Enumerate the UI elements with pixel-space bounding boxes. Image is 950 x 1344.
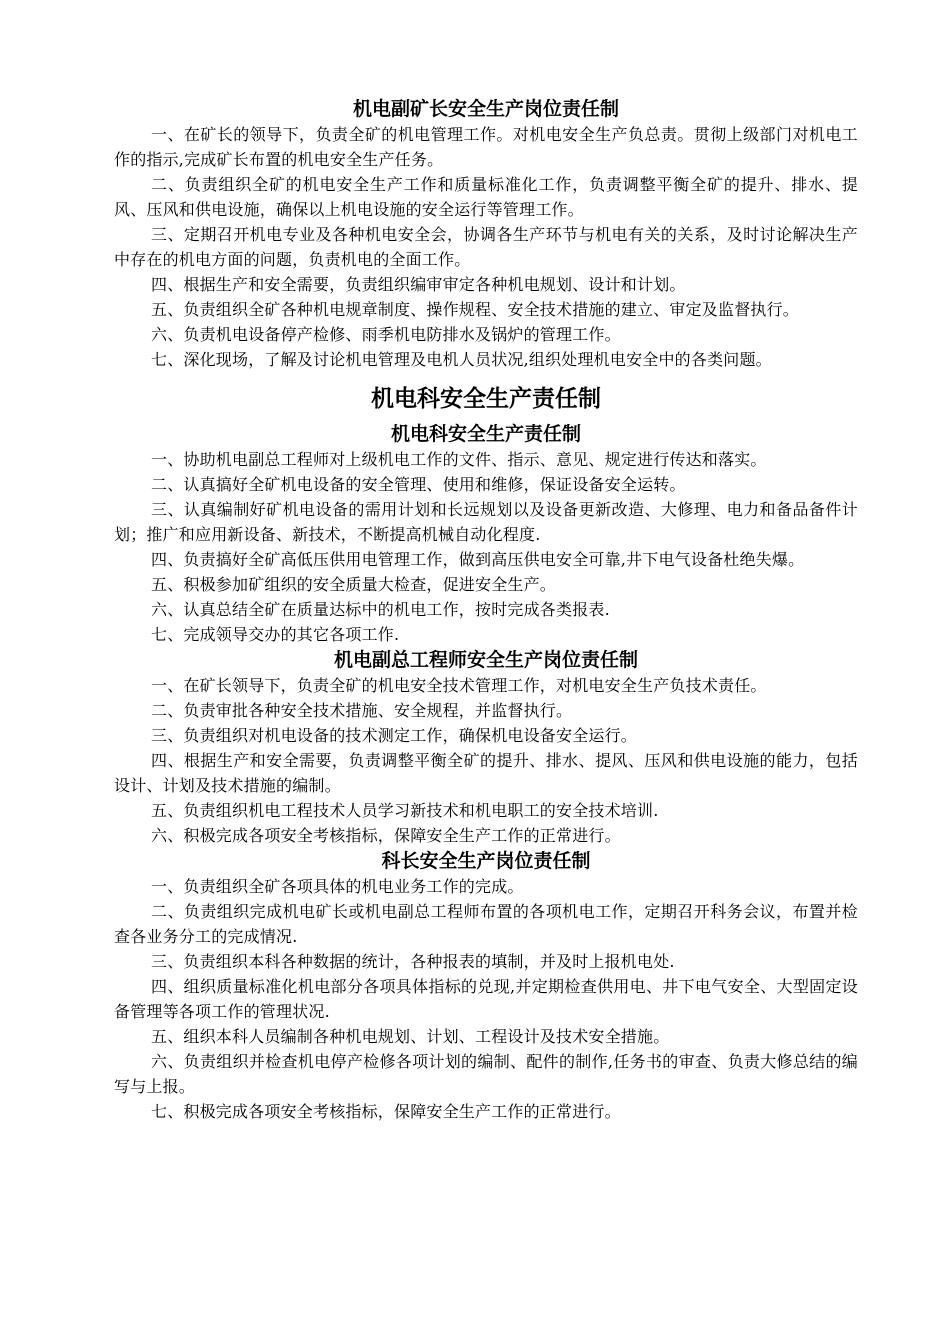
- paragraph: 三、负责组织对机电设备的技术测定工作，确保机电设备安全运行。: [151, 726, 638, 745]
- paragraph: 二、负责审批各种安全技术措施、安全规程，并监督执行。: [151, 701, 573, 720]
- paragraph: 一、在矿长的领导下，负责全矿的机电管理工作。对机电安全生产负总责。贯彻上级部门对机电工作的指示,完成矿长布置的机电安全生产任务。: [114, 125, 858, 169]
- paragraph: 六、负责机电设备停产检修、雨季机电防排水及锅炉的管理工作。: [151, 325, 621, 344]
- paragraph: 三、负责组织本科各种数据的统计，各种报表的填制，并及时上报机电处.: [151, 952, 675, 971]
- section-deputy-chief-engineer: [114, 647, 858, 848]
- paragraph: 一、负责组织全矿各项具体的机电业务工作的完成。: [151, 877, 524, 896]
- paragraph: 四、根据生产和安全需要，负责组织编审审定各种机电规划、设计和计划。: [151, 275, 686, 294]
- section-title: 机电副总工程师安全生产岗位责任制: [333, 649, 638, 671]
- paragraph: 五、负责组织机电工程技术人员学习新技术和机电职工的安全技术培训.: [151, 801, 659, 820]
- paragraph: 三、定期召开机电专业及各种机电安全会，协调各生产环节与机电有关的关系，及时讨论解决生产中存在的机电方面的问题，负责机电的全面工作。: [114, 225, 858, 269]
- paragraph: 五、组织本科人员编制各种机电规划、计划、工程设计及技术安全措施。: [151, 1027, 670, 1046]
- section-title: 科长安全生产岗位责任制: [381, 850, 591, 872]
- paragraph: 六、积极完成各项安全考核指标，保障安全生产工作的正常进行。: [151, 826, 621, 845]
- paragraph: 二、认真搞好全矿机电设备的安全管理、使用和维修，保证设备安全运转。: [151, 475, 686, 494]
- paragraph: 二、负责组织全矿的机电安全生产工作和质量标准化工作，负责调整平衡全矿的提升、排水、提风、压风和供电设施，确保以上机电设施的安全运行等管理工作。: [114, 175, 858, 219]
- paragraph: 四、负责搞好全矿高低压供用电管理工作，做到高压供电安全可靠,井下电气设备杜绝失爆。: [151, 550, 805, 569]
- paragraph: 二、负责组织完成机电矿长或机电副总工程师布置的各项机电工作，定期召开科务会议，布置并检查各业务分工的完成情况.: [114, 902, 858, 946]
- paragraph: 三、认真编制好矿机电设备的需用计划和长远规划以及设备更新改造、大修理、电力和备品备件计划；推广和应用新设备、新技术，不断提高机械自动化程度.: [114, 500, 858, 544]
- paragraph: 四、组织质量标准化机电部分各项具体指标的兑现,并定期检查供用电、井下电气安全、大型固定设备管理等各项工作的管理状况.: [114, 977, 858, 1021]
- paragraph: 六、负责组织并检查机电停产检修各项计划的编制、配件的制作,任务书的审查、负责大修总结的编写与上报。: [114, 1052, 858, 1096]
- section-vice-mine-manager: [114, 96, 858, 372]
- section-electromechanical-dept: [114, 421, 858, 647]
- paragraph: 一、协助机电副总工程师对上级机电工作的文件、指示、意见、规定进行传达和落实。: [151, 450, 767, 469]
- section-title: 机电科安全生产责任制: [390, 423, 581, 445]
- section-title: 机电副矿长安全生产岗位责任制: [352, 98, 619, 120]
- paragraph: 四、根据生产和安全需要，负责调整平衡全矿的提升、排水、提风、压风和供电设施的能力，包括设计、计划及技术措施的编制。: [114, 751, 858, 795]
- paragraph: 七、深化现场，了解及讨论机电管理及电机人员状况,组织处理机电安全中的各类问题。: [151, 350, 772, 369]
- paragraph: 五、积极参加矿组织的安全质量大检查，促进安全生产。: [151, 575, 557, 594]
- section-section-chief: [114, 848, 858, 1124]
- paragraph: 六、认真总结全矿在质量达标中的机电工作，按时完成各类报表.: [151, 600, 610, 619]
- paragraph: 七、积极完成各项安全考核指标，保障安全生产工作的正常进行。: [151, 1102, 621, 1121]
- paragraph: 七、完成领导交办的其它各项工作.: [151, 625, 400, 644]
- paragraph: 五、负责组织全矿各种机电规章制度、操作规程、安全技术措施的建立、审定及监督执行。: [151, 300, 800, 319]
- paragraph: 一、在矿长领导下，负责全矿的机电安全技术管理工作，对机电安全生产负技术责任。: [151, 676, 767, 695]
- main-heading: 机电科安全生产责任制: [371, 386, 601, 412]
